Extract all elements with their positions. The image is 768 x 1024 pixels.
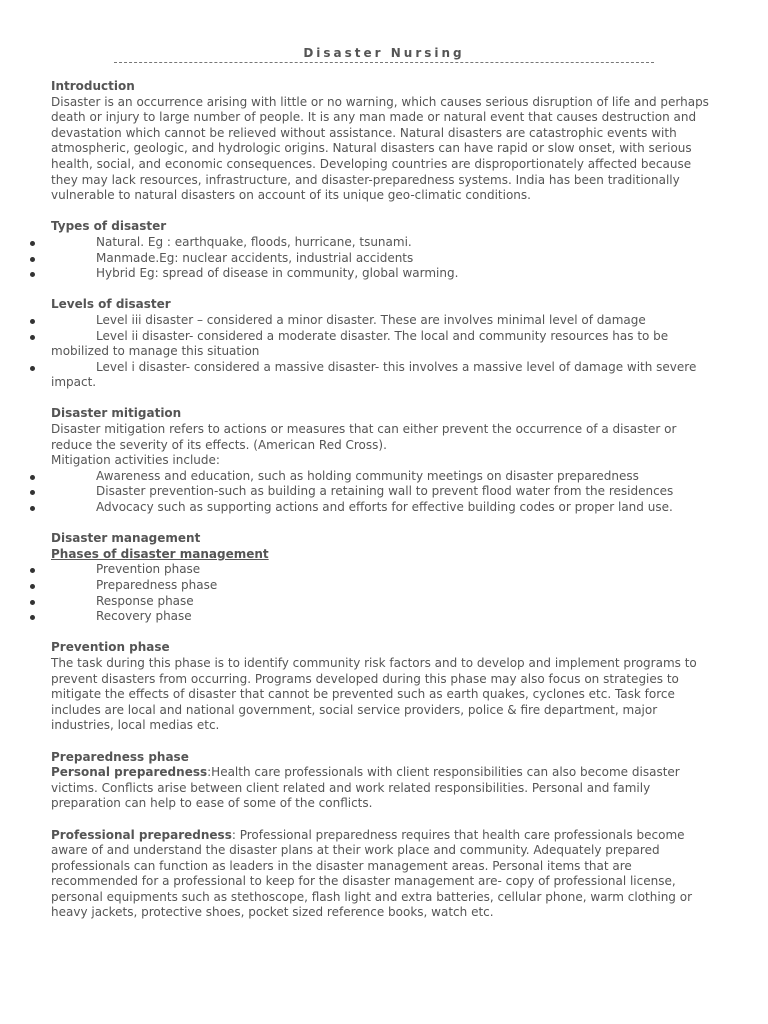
personal-preparedness-text: :Health care professionals with client responsibilities can also become disaster victims. Conflicts arise between client related and work related responsibilities. Personal and family preparation can help to ease of some of the conflicts.: [51, 765, 680, 811]
document-title: Disaster Nursing: [303, 46, 465, 60]
phase-item-text: Preparedness phase: [96, 578, 218, 592]
intro-paragraph: Disaster is an occurrence arising with little or no warning, which causes serious disruption of life and perhaps death or injury to large number of people. It is any man made or natural event that causes destruction and devastation which cannot be relieved without assistance. Natural disasters are catastrophic events with atmospheric, geologic, and hydrologic origins. Natural disasters can have rapid or slow onset, with serious health, social, and economic consequences. Developing countries are disproportionately affected because they may lack resources, infrastructure, and disaster-preparedness systems. India has been traditionally vulnerable to natural disasters on account of its unique geo-climatic conditions.: [51, 94, 709, 203]
bullet-icon: [30, 615, 35, 620]
bullet-icon: [30, 366, 35, 371]
types-heading: Types of disaster: [51, 219, 167, 234]
bullet-icon: [30, 272, 35, 277]
levels-item-text: Level iii disaster – considered a minor disaster. These are involves minimal level of damage: [96, 312, 646, 327]
mitigation-lead: Mitigation activities include:: [51, 453, 220, 468]
bullet-icon: [30, 506, 35, 511]
bullet-icon: [30, 490, 35, 495]
list-item: [51, 562, 719, 578]
list-item: [51, 360, 719, 391]
levels-item-text: Level i disaster- considered a massive disaster- this involves a massive level of damage with severe impact.: [51, 359, 697, 390]
management-heading: Disaster management: [51, 531, 201, 546]
document-body: [51, 79, 719, 921]
bullet-icon: [30, 335, 35, 340]
prevention-paragraph: The task during this phase is to identify community risk factors and to develop and implement programs to prevent disasters from occurring. Programs developed during this phase may also focus on strategies to mitigate the effects of disaster that cannot be prevented such as earth quakes, cyclones etc. Task force includes are local and national government, social service providers, police & fire department, major industries, local medias etc.: [51, 655, 697, 733]
bullet-icon: [30, 475, 35, 480]
list-item: [51, 500, 719, 516]
types-list: [51, 235, 719, 282]
list-item: [51, 469, 719, 485]
professional-preparedness-label: Professional preparedness: [51, 827, 232, 842]
phase-item-text: Prevention phase: [96, 562, 201, 577]
types-item-text: Manmade.Eg: nuclear accidents, industrial accidents: [96, 250, 414, 265]
bullet-icon: [30, 600, 35, 605]
list-item: [51, 578, 719, 594]
professional-preparedness-paragraph: [51, 828, 719, 922]
bullet-icon: [30, 319, 35, 324]
levels-item-text: Level ii disaster- considered a moderate disaster. The local and community resources has to be mobilized to manage this situation: [51, 328, 669, 359]
mitigation-paragraph: Disaster mitigation refers to actions or measures that can either prevent the occurrence of a disaster or reduce the severity of its effects. (American Red Cross).: [51, 422, 677, 452]
types-item-text: Hybrid Eg: spread of disease in community, global warming.: [96, 266, 459, 281]
list-item: [51, 329, 719, 360]
phases-subheading: Phases of disaster management: [51, 546, 269, 561]
professional-preparedness-text: : Professional preparedness requires that health care professionals become aware of and understand the disaster plans at their work place and community. Adequately prepared professionals can function as leaders in the disaster management areas. Personal items that are recommended for a professional to keep for the disaster management are- copy of professional license, personal equipments such as stethoscope, flash light and extra batteries, cellular phone, warm clothing or heavy jackets, protective shoes, pocket sized reference books, watch etc.: [51, 827, 693, 920]
intro-heading: Introduction: [51, 79, 135, 93]
title-dashed-rule: [114, 62, 654, 63]
list-item: [51, 235, 719, 251]
bullet-icon: [30, 241, 35, 246]
levels-heading: Levels of disaster: [51, 297, 171, 312]
list-item: [51, 313, 719, 329]
levels-list: [51, 313, 719, 391]
phases-list: [51, 562, 719, 624]
bullet-icon: [30, 568, 35, 573]
mitigation-item-text: Disaster prevention-such as building a retaining wall to prevent flood water from the residences: [96, 484, 674, 499]
prevention-heading: Prevention phase: [51, 640, 170, 655]
list-item: [51, 484, 719, 500]
bullet-icon: [30, 584, 35, 589]
phase-item-text: Response phase: [96, 593, 194, 608]
personal-preparedness-paragraph: [51, 765, 719, 812]
mitigation-item-text: Advocacy such as supporting actions and efforts for effective building codes or proper land use.: [96, 500, 673, 515]
mitigation-heading: Disaster mitigation: [51, 406, 182, 421]
list-item: [51, 266, 719, 282]
mitigation-item-text: Awareness and education, such as holding community meetings on disaster preparedness: [96, 468, 639, 483]
phase-item-text: Recovery phase: [96, 609, 192, 624]
personal-preparedness-label: Personal preparedness: [51, 765, 208, 780]
list-item: [51, 594, 719, 610]
preparedness-heading: Preparedness phase: [51, 749, 189, 764]
list-item: [51, 609, 719, 625]
bullet-icon: [30, 257, 35, 262]
mitigation-list: [51, 469, 719, 516]
list-item: [51, 251, 719, 267]
types-item-text: Natural. Eg : earthquake, floods, hurricane, tsunami.: [96, 234, 412, 249]
